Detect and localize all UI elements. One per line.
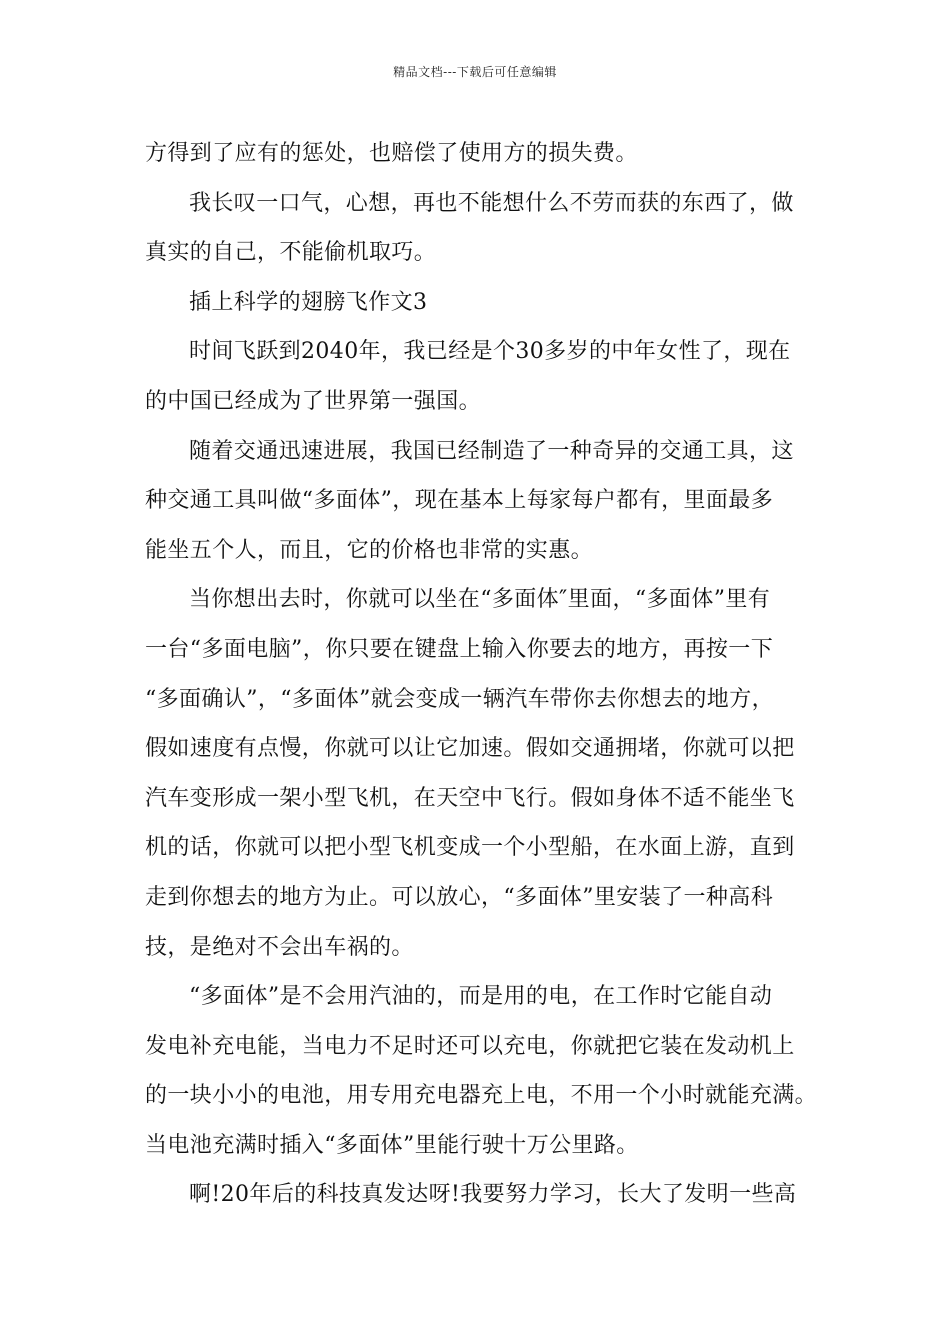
text-line: 种交通工具叫做“多面体”，现在基本上每家每户都有，里面最多 [145,488,774,514]
document-body [145,129,835,1220]
text-line: 方得到了应有的惩处，也赔偿了使用方的损失费。 [145,141,638,166]
text-line: 当你想出去时，你就可以坐在“多面体″里面，“多面体”里有 [189,587,771,613]
text-line: 发电补充电能，当电力不足时还可以充电，你就把它装在发动机上 [145,1033,795,1059]
text-line: 啊!20年后的科技真发达呀!我要努力学习，长大了发明一些高 [189,1182,797,1208]
text-line: 当电池充满时插入“多面体”里能行驶十万公里路。 [145,1132,639,1158]
text-line: “多面体”是不会用汽油的，而是用的电，在工作时它能自动 [189,984,773,1010]
text-line: 真实的自己，不能偷机取巧。 [145,240,437,266]
text-line: 汽车变形成一架小型飞机，在天空中飞行。假如身体不适不能坐飞 [145,785,795,811]
essay-title: 插上科学的翅膀飞作文3 [189,289,428,315]
page-header: 精品文档---下载后可任意编辑 [393,65,557,79]
text-line: 机的话，你就可以把小型飞机变成一个小型船，在水面上游，直到 [145,835,795,861]
text-line: 我长叹一口气，心想，再也不能想什么不劳而获的东西了，做 [189,190,794,216]
text-line: 时间飞跃到2040年，我已经是个30多岁的中年女性了，现在 [189,339,791,365]
text-line: 一台“多面电脑”，你只要在键盘上输入你要去的地方，再按一下 [145,636,774,662]
text-line: 的中国已经成为了世界第一强国。 [145,388,482,414]
text-line: 能坐五个人，而且，它的价格也非常的实惠。 [145,537,594,563]
text-line: 随着交通迅速进展，我国已经制造了一种奇异的交通工具，这 [189,438,794,464]
text-line: “多面确认”，“多面体”就会变成一辆汽车带你去你想去的地方， [145,686,774,712]
text-line: 的一块小小的电池，用专用充电器充上电，不用一个小时就能充满。 [145,1083,818,1109]
text-line: 假如速度有点慢，你就可以让它加速。假如交通拥堵，你就可以把 [145,736,795,762]
text-line: 技，是绝对不会出车祸的。 [145,934,414,960]
text-line: 走到你想去的地方为止。可以放心，“多面体”里安装了一种高科 [145,884,774,910]
